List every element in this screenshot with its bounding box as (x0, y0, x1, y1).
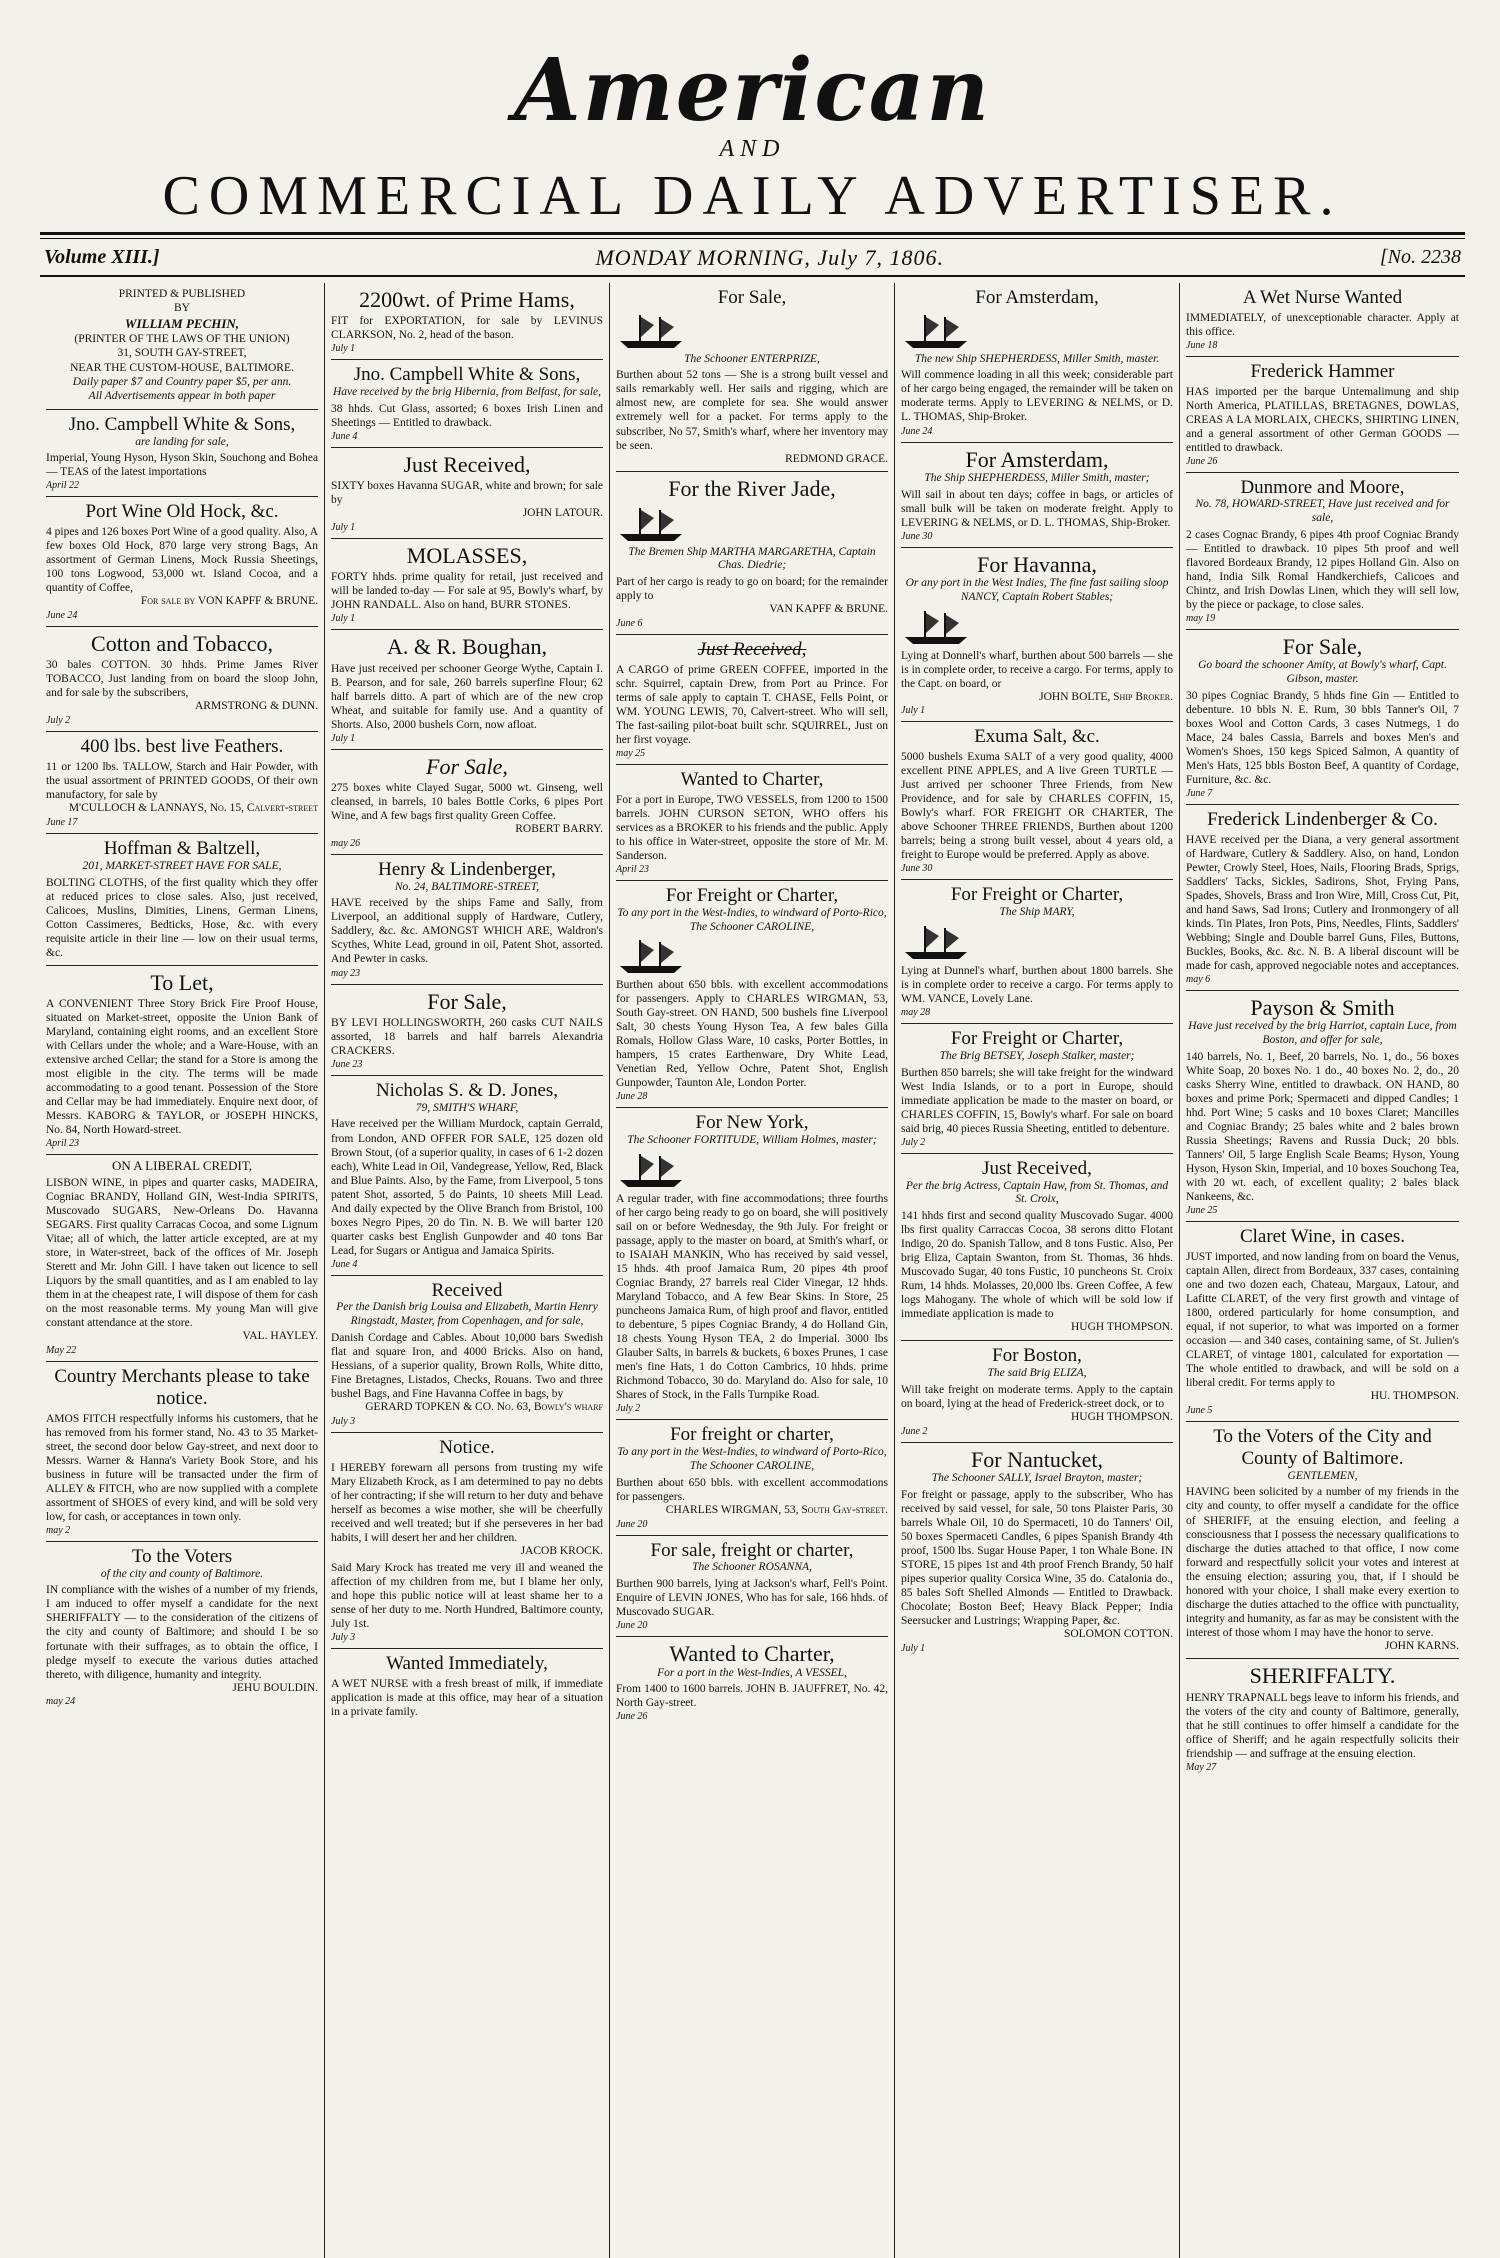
ad-date: June 20 (616, 1518, 648, 1530)
masthead-title-main: COMMERCIAL DAILY ADVERTISER. (162, 165, 1343, 227)
ad-body: Lying at Donnell's wharf, burthen about 500 barrels — she is in complete order, to receive a cargo. For terms, apply to the Capt. on board, or (901, 649, 1173, 690)
ad-subline: GENTLEMEN, (1287, 1469, 1358, 1482)
ad-body: A regular trader, with fine accommodations; three fourths of her cargo being ready to go on board, she will positively sail on or before Wednesday, the 9th July. For freight or passage, apply to the master on board, at Smith's wharf, or to ISAIAH MANKIN, Who has received by said vessel, 15 hhds. 4th proof Jamaica Rum, 20 pipes 4th proof Cogniac Brandy, 27 barrels real Cider Vinegar, 12 hhds. Maryland Tobacco, and A few Bear Skins. In Store, 25 puncheons Jamaica Rum, of high proof and flavor, entitled to debenture, 5 pipes Cogniac Brandy, 4 do Holland Gin, 18 chests Young Hyson TEA, 2 do Imperial. 3000 lbs Glauber Salts, in barrels & buckets, 6 boxes Prunes, 1 case men's fine Hats, 1 do Cotton Cambrics, 10 hhds. prime Richmond Tobacco, 30 do. Maryland do. Also for sale, 10 Shares of Stock, in the Falls Turnpike Road. (616, 1193, 888, 1402)
ad-date: June 28 (616, 1091, 648, 1103)
column-5 (1180, 283, 1465, 2258)
masthead-title-script: American (513, 40, 992, 141)
column-2 (325, 283, 610, 2258)
ad-date: April 22 (46, 480, 80, 492)
advertisement (901, 880, 1173, 1024)
ad-body: From 1400 to 1600 barrels. JOHN B. JAUFFRET, No. 42, North Gay-street. (616, 1683, 888, 1710)
advertisement (46, 627, 318, 732)
printer-name: WILLIAM PECHIN, (124, 315, 240, 331)
ad-headline: Port Wine Old Hock, &c. (85, 501, 279, 523)
ad-subline: The Schooner ENTERPRIZE, (684, 352, 820, 365)
ad-body: Burthen 900 barrels, lying at Jackson's wharf, Fell's Point. Enquire of LEVIN JONES, Who has for sale, 166 hhds. of Muscovado SUGAR. (616, 1578, 888, 1619)
ad-date: June 26 (1186, 455, 1218, 467)
ad-date: June 17 (46, 816, 78, 828)
ad-subline: The Schooner SALLY, Israel Brayton, master; (931, 1471, 1143, 1484)
ad-body: Burthen about 650 bbls. with excellent accommodations for passengers. (616, 1476, 888, 1503)
ad-headline: For New York, (695, 1112, 809, 1134)
ad-date: may 28 (901, 1007, 931, 1019)
printer-notice (46, 283, 318, 410)
ad-body: 30 bales COTTON. 30 hhds. Prime James River TOBACCO, Just landing from on board the sloop John, and for sale by the subscribers, (46, 659, 318, 700)
ad-headline: For Havanna, (977, 551, 1097, 577)
ad-signature: ROBERT BARRY. (515, 822, 603, 835)
ad-headline: Jno. Campbell White & Sons, (353, 364, 581, 386)
ad-subline: The Brig BETSEY, Joseph Stalker, master; (939, 1049, 1135, 1062)
ad-subline: Have received by the brig Hibernia, from Belfast, for sale, (332, 385, 602, 398)
ad-body: HAS imported per the barque Untemalimung and ship North America, PLATILLAS, BRETAGNES, DOWLAS, CREAS A LA MORLAIX, CHECKS, SHIRTING LINEN, and a general assortment of other German GOODS — entitled to drawback. (1186, 385, 1459, 454)
ad-headline: Wanted to Charter, (669, 1641, 835, 1667)
volume-number: Volume XIII.] (44, 246, 160, 269)
ad-body: 4 pipes and 126 boxes Port Wine of a good quality. Also, A few boxes Old Hock, 870 large very strong Bags, An assortment of German Linens, Mock Russia Sheetings, 100 tons Logwood, 53,000 wt. Island Cocoa, and a quantity of Coffee, (46, 526, 319, 595)
ad-body: SIXTY boxes Havanna SUGAR, white and brown; for sale by (331, 480, 604, 507)
ad-date: may 19 (1186, 613, 1216, 625)
advertisement (331, 630, 603, 749)
ad-subline: For a port in the West-Indies, A VESSEL, (657, 1666, 847, 1679)
ad-date: June 30 (901, 863, 933, 875)
ad-headline: Dunmore and Moore, (1240, 476, 1405, 498)
ad-body: BOLTING CLOTHS, of the first quality which they offer at reduced prices to close sales. Also, just received, Calicoes, Muslins, Dimities, Linens, German Linens, Cotton Cassimeres, Bedticks, Hose, &c. with every requisite article in their line — low on their usual terms, &c. (46, 876, 318, 959)
ad-body: Have just received per schooner George Wythe, Captain I. B. Pearson, and for sale, 260 barrels superfine Flour; 62 half barrels ditto. A part of which are of the new crop Wheat, and suitable for family use. And a quantity of Shorts. Also, 2000 bushels Corn, now afloat. (331, 662, 603, 731)
advertisement (1186, 1659, 1459, 1777)
ad-date: June 5 (1186, 1404, 1213, 1416)
ad-signature: For sale by VON KAPFF & BRUNE. (140, 595, 318, 608)
printer-line: (PRINTER OF THE LAWS OF THE UNION) (74, 332, 290, 345)
ad-body: JUST imported, and now landing from on board the Venus, captain Allen, direct from Bordeaux, 337 cases, containing one and two dozen each, Chateau, Margaux, Latour, and Lafitte CLARET, of the very first growth and vintage of 1800, ordered particularly for home consumption, and equal, if not superior, to what was imported on a former occasion — and 340 cases, containing same, of St. Julien's CLARET, of vintage 1801, calculated for exportation — The whole entitled to drawback, and will be sold on a liberal credit. For terms apply to (1186, 1251, 1459, 1390)
advertisement (1186, 357, 1459, 473)
ad-headline: MOLASSES, (406, 542, 528, 568)
ad-signature: CHARLES WIRGMAN, 53, South Gay-street. (665, 1503, 888, 1516)
ad-body: For freight or passage, apply to the subscriber, Who has received by said vessel, for sale, 50 tons Plaister Paris, 30 barrels Whale Oil, 10 do Spermaceti, 10 do Tanners' Oil, 50 boxes Spermaceti Candles, 6 pipes Spanish Brandy 4th proof, 1500 lbs. Sugar House Paper, 1 ton Whale Bone. IN STORE, 15 pipes 1st and 4th proof French Brandy, 50 half pipes superior quality Corsica Wine, 35 do. Catalonia do., 85 bales Soft Shelled Almonds — Entitled to Drawback. Chocolate; Boston Beef; Heavy Black Pepper; India Seersucker and Lustrings; Wrapping Paper, &c. (901, 1488, 1173, 1627)
ad-headline: ON A LIBERAL CREDIT, (111, 1158, 253, 1174)
ad-subline: 201, MARKET-STREET HAVE FOR SALE, (82, 859, 282, 872)
ad-date: June 24 (901, 425, 933, 437)
ad-subline: No. 78, HOWARD-STREET, Have just received and for sale, (1195, 498, 1450, 525)
ship-icon (616, 504, 686, 544)
ad-subline: Or any port in the West Indies, The fine fast sailing sloop NANCY, Captain Robert Stables; (905, 576, 1169, 603)
ad-date: July 1 (331, 343, 356, 355)
ad-body: LISBON WINE, in pipes and quarter casks, MADEIRA, Cogniac BRANDY, Holland GIN, West-India SPIRITS, Muscovado SUGARS, New-Orleans Do. Havanna SEGARS. First quality Carracas Cocoa, and some Lignum Vitae; all of which, the latter article excepted, are at my store, in Water-street, back of the offices of Mr. Joseph Sterett and Mr. John Gill. I have taken out licence to sell Liquors by the small quantities, and as I am enabled to lay them in at the cheapest rate, I will dispose of them for cash on the most reasonable terms. My young Man will give constant attendance at the store. (46, 1177, 318, 1330)
column-4 (895, 283, 1180, 2258)
ad-date: June 7 (1186, 788, 1213, 800)
ad-date: June 20 (616, 1620, 648, 1632)
ad-subline: No. 24, BALTIMORE-STREET, (394, 880, 540, 893)
ad-body: HAVE received by the ships Fame and Sally, from Liverpool, an additional supply of Hardware, Cutlery, Saddlery, &c. &c. AMONGST WHICH ARE, Waldron's Scythes, White Lead, ground in oil, Patent Shot, assorted. And Pewter in casks. (331, 897, 603, 966)
advertisement (331, 1276, 603, 1433)
ad-body: A WET NURSE with a fresh breast of milk, if immediate application is made at this office, may hear of a situation in a private family. (331, 1677, 603, 1718)
printer-line: Daily paper $7 and Country paper $5, per ann. (72, 375, 292, 388)
advertisement (331, 448, 603, 539)
ad-headline: For the River Jade, (668, 476, 836, 502)
ad-headline: For freight or charter, (670, 1424, 834, 1446)
advertisement (331, 985, 603, 1076)
ad-headline: For Amsterdam, (975, 286, 1099, 308)
ad-subline: Have just received by the brig Harriot, captain Luce, from Boston, and offer for sale, (1188, 1020, 1457, 1047)
ad-body: FORTY hhds. prime quality for retail, just received and will be landed to-day — For sale at 95, Bowly's wharf, by JOHN RANDALL. Also on hand, BURR STONES. (331, 571, 603, 612)
ad-body: Danish Cordage and Cables. About 10,000 bars Swedish flat and square Iron, and 4000 Bricks. Also on hand, Hessians, of a superior quality, Brown Rolls, White ditto, Fine Bretagnes, Listados, Checks, Rouans. Two and three bushel Bags, and Fine Havanna Coffee in bags, by (331, 1332, 603, 1401)
ad-headline: Claret Wine, in cases. (1239, 1226, 1406, 1248)
ad-subline: The Schooner ROSANNA, (692, 1561, 812, 1574)
ad-headline: Frederick Lindenberger & Co. (1207, 809, 1438, 831)
advertisement (46, 1362, 318, 1542)
printer-line: PRINTED & PUBLISHED (118, 287, 246, 300)
ad-body: 5000 bushels Exuma SALT of a very good quality, 4000 excellent PINE APPLES, and A live Green TURTLE — Just arrived per schooner Three Friends, from New Providence, and for sale by CHARLES COFFIN, 15, Bowly's wharf. FOR FREIGHT OR CHARTER, The above Schooner THREE FRIENDS, Burthen about 1200 barrels; being a strong built vessel, about 4 years old, a freight to Europe would be preferred. Apply as above. (901, 751, 1173, 862)
ad-headline: Received (431, 1279, 503, 1301)
masthead (40, 40, 1465, 227)
ad-headline: Wanted Immediately, (386, 1652, 548, 1674)
ad-date: may 6 (1186, 974, 1211, 986)
advertisement (1186, 1422, 1459, 1659)
ship-icon (616, 1150, 686, 1190)
ad-body: 2 cases Cognac Brandy, 6 pipes 4th proof Cogniac Brandy — Entitled to drawback. 10 pipes 5th proof and well flavored Bordeaux Brandy, 12 pipes Holland Gin. Also on hand, India Silk Romal Handkerchiefs, Calicoes and Chintz, and Irish Dowlas Linen, which they will sell low, by the piece or package, to close sales. (1186, 529, 1459, 612)
ad-date: may 2 (46, 1524, 71, 1536)
ad-subline: Per the brig Actress, Captain Haw, from St. Thomas, and St. Croix, (905, 1179, 1169, 1206)
ad-subline: The said Brig ELIZA, (987, 1366, 1087, 1379)
ad-headline: For Sale, (1282, 634, 1363, 660)
ad-body: Burthen 850 barrels; she will take freight for the windward West India Islands, or to a port in Europe, should immediate application be made to the master on board, or CHARLES COFFIN, 15, Bowly's wharf. For sale on board said brig, 40 pieces Russia Sheeting, entitled to debenture. (901, 1066, 1173, 1135)
ad-date: April 23 (46, 1138, 80, 1150)
ad-headline: Wanted to Charter, (680, 768, 824, 790)
column-1 (40, 283, 325, 2258)
advertisement (331, 1649, 603, 1724)
ad-headline: To the Voters of the City and County of Baltimore. (1213, 1425, 1432, 1469)
advertisement (331, 360, 603, 448)
advertisement (901, 443, 1173, 548)
ad-body: 275 boxes white Clayed Sugar, 5000 wt. Ginseng, well cleansed, in barrels, 10 bales Bottle Corks, 6 pipes Port Wine, and A few bags first quality Green Coffee. (331, 781, 603, 822)
advertisement (901, 1443, 1173, 1659)
ad-subline: To any port in the West-Indies, to windward of Porto-Rico, The Schooner CAROLINE, (617, 906, 887, 933)
ad-subline: Per the Danish brig Louisa and Elizabeth, Martin Henry Ringstadt, Master, from Copenhagen, and for sale, (336, 1301, 598, 1328)
ad-date: July 1 (901, 705, 926, 717)
ad-date: June 24 (46, 610, 78, 622)
ad-subline: The Ship MARY, (999, 906, 1075, 919)
ad-body: AMOS FITCH respectfully informs his customers, that he has removed from his former stand, No. 43 to 35 Market-street, the second door below Gay-street, and next door to Messrs. Warner & Hanna's Variety Book Store, and his business in future will be transacted under the firm of ALLEY & FITCH, who are now supplied with a complete assortment of SHOES of every kind, and will be sold very low, for cash, or acceptances in town only. (46, 1412, 318, 1523)
ad-body: 38 hhds. Cut Glass, assorted; 6 boxes Irish Linen and Sheetings — Entitled to drawback. (331, 402, 603, 429)
ad-date: July 1 (331, 732, 356, 744)
ad-subline: Go board the schooner Amity, at Bowly's wharf, Capt. Gibson, master. (1198, 659, 1447, 686)
ad-date: June 26 (616, 1711, 648, 1723)
ad-body: Have received per the William Murdock, captain Gerrald, from London, AND OFFER FOR SALE, 125 dozen old Brown Stout, (of a superior quality, in cases of 6 1-2 dozen each), White Lead in Oil, Vandegrease, Yellow, Red, Black and Blue Paints. Also, by the Fame, from Liverpool, 5 tons patent Shot, assorted, 5 do Paints, 10 sheets Mill Lead. And daily expected by the Olive Branch from Bristol, 100 boxes Negro Pipes, 20 do Tin. N. B. We will barter 120 quarter casks best English Gunpowder and 40 tons Bar Lead, for Sugars or Antigua and Jamaica Spirits. (331, 1118, 603, 1257)
ship-icon (616, 311, 686, 351)
ad-subline: To any port in the West-Indies, to windward of Porto-Rico, The Schooner CAROLINE, (617, 1446, 887, 1472)
issue-number: [No. 2238 (1379, 246, 1461, 269)
advertisement (616, 1637, 888, 1727)
ad-body: Imperial, Young Hyson, Hyson Skin, Souchong and Bohea — TEAS of the latest importations (46, 452, 318, 479)
ad-body: HAVING been solicited by a number of my friends in the city and county, to offer myself a candidate for the office of SHERIFF, at the ensuing election, and feeling a consciousness that I possess the necessary qualifications to discharge the duties attached to that office, I now come forward and respectfully solicit your votes and interest at the ensuing election; assuring you, that, if I should be honored with your choice, I shall make every exertion to discharge the duties attached to the office with punctuality, integrity and humanity, as far as may be consistent with the interest of those whom I may have the honor to serve. (1186, 1486, 1459, 1639)
ad-body: Burthen about 52 tons — She is a strong built vessel and sails remarkably well. Her sails and rigging, which are almost new, are complete for sea. She would answer extremely well for a packet. For terms apply to the subscriber, No 57, Smith's wharf, where her inventory may be seen. (616, 369, 888, 452)
ad-headline: Just Received, (697, 639, 807, 661)
ad-headline: Payson & Smith (1250, 995, 1395, 1021)
advertisement (901, 1024, 1173, 1154)
ad-body: BY LEVI HOLLINGSWORTH, 260 casks CUT NAILS assorted, 18 barrels and half barrels Alexandria CRACKERS. (331, 1016, 603, 1057)
dateline (40, 239, 1465, 277)
ad-body: I HEREBY forewarn all persons from trusting my wife Mary Elizabeth Krock, as I am determined to pay no debts of her contracting; if she will return to her duty and behave herself as becomes a wise mother, she will be cheerfully received and well treated; but if she perseveres in her bad habits, I will desert her and her children. (331, 1461, 603, 1544)
ad-date: June 30 (901, 530, 933, 542)
ad-body: A CARGO of prime GREEN COFFEE, imported in the schr. Squirrel, captain Drew, from Port au Prince. For terms of sale apply to captain T. CHASE, Fells Point, or WM. YOUNG LEWIS, 70, Calvert-street. Who will sell, The fast-sailing pilot-boat built schr. SQUIRREL, Just on her first voyage. (616, 663, 888, 746)
ad-signature: REDMOND GRACE. (785, 452, 888, 465)
ad-body: Will sail in about ten days; coffee in bags, or articles of small bulk will be taken on moderate freight. Apply to LEVERING & NELMS, or D. L. THOMAS, Ship-Broker. (901, 488, 1173, 529)
advertisement (616, 1108, 888, 1420)
ad-signature: JOHN BOLTE, Ship Broker. (1039, 690, 1173, 703)
ad-date: July 2 (616, 1403, 641, 1415)
ad-date: June 6 (616, 618, 643, 630)
ad-headline: Exuma Salt, &c. (974, 726, 1100, 748)
ad-subline: The Schooner FORTITUDE, William Holmes, master; (627, 1134, 877, 1147)
ad-headline: Notice. (439, 1436, 495, 1458)
ad-date: July 1 (901, 1642, 926, 1654)
ad-date: July 3 (331, 1415, 356, 1427)
advertisement (331, 1433, 603, 1649)
ad-body: HENRY TRAPNALL begs leave to inform his friends, and the voters of the city and county of Baltimore, generally, that he still continues to offer himself a candidate for the office of Sheriff; and he again respectfully solicits their friendship — and suffrage at the ensuing election. (1186, 1691, 1459, 1760)
advertisement (331, 855, 603, 985)
ad-date: June 4 (331, 1258, 358, 1270)
printer-line: BY (174, 302, 190, 315)
ad-date: May 27 (1186, 1761, 1217, 1773)
advertisement (46, 732, 318, 834)
ad-headline: Hoffman & Baltzell, (103, 837, 261, 859)
ad-body: A CONVENIENT Three Story Brick Fire Proof House, situated on Market-street, opposite the Union Bank of Maryland, containing eight rooms, and an excellent Store with Cellars under the whole; and a Ware-House, with an extensive arched Cellar; the stand for a Store is among the most eligible in the city. The terms will be made accommodating to a good tenant. Possession of the Store and Cellar may be had immediately. Enquire next door, of Messrs. KABORG & TAYLOR, or JOSEPH HINCKS, No. 84, North Howard-street. (46, 997, 318, 1137)
ad-headline: Just Received, (403, 451, 531, 477)
advertisement (616, 283, 888, 473)
ad-headline: SHERIFFALTY. (1249, 1663, 1396, 1689)
ad-signature: ARMSTRONG & DUNN. (195, 700, 318, 713)
ad-headline: To the Voters (131, 1545, 233, 1567)
ad-subline: of the city and county of Baltimore. (100, 1567, 264, 1580)
ad-body: FIT for EXPORTATION, for sale by LEVINUS CLARKSON, No. 2, head of the bason. (331, 315, 603, 342)
ad-date: may 26 (331, 837, 361, 849)
advertisement (616, 472, 888, 635)
ad-headline: For Freight or Charter, (950, 884, 1124, 906)
ad-date: July 3 (331, 1631, 356, 1643)
advertisement (1186, 630, 1459, 805)
advertisement (1186, 473, 1459, 631)
ad-subline: The new Ship SHEPHERDESS, Miller Smith, master. (914, 352, 1160, 365)
ship-icon (616, 936, 686, 976)
ad-date: may 25 (616, 747, 646, 759)
ad-headline: To Let, (150, 969, 214, 995)
ship-icon (901, 607, 971, 647)
ad-headline: For Nantucket, (971, 1446, 1103, 1472)
ad-signature: JEHU BOULDIN. (232, 1681, 318, 1694)
ad-headline: Cotton and Tobacco, (91, 631, 273, 657)
column-3 (610, 283, 895, 2258)
advertisement (1186, 1222, 1459, 1422)
ad-headline: For Freight or Charter, (665, 884, 839, 906)
advertisement (46, 1542, 318, 1713)
ad-subline: The Ship SHEPHERDESS, Miller Smith, master; (924, 471, 1150, 484)
ad-body: HAVE received per the Diana, a very general assortment of Hardware, Cutlery & Saddlery. Also, on hand, London Pewter, Crowly Steel, Hoes, Nails, Flooring Brads, Sprigs, Saddlers' Tacks, Sickles, Sadirons, Shot, Frying Pans, Spades, Shovels, Brass and Iron Wire, Mill, Cross Cut, Pit, and hand Saws, Sad Irons; Cutlery and Ironmongery of all kinds. Tin Plates, Iron Pots, Pins, Needles, Flints, Saddlers' Webbing; Single and Double barrel Guns, Files, Buttons, Buckles, Books, &c. &c. N. B. A liberal discount will be made for cash, approved negociable notes and acceptances. (1186, 833, 1459, 973)
ad-headline: Jno. Campbell White & Sons, (68, 413, 296, 435)
ad-headline: Frederick Hammer (1250, 360, 1395, 382)
printer-line: All Advertisements appear in both paper (88, 390, 276, 403)
ad-signature: HU. THOMPSON. (1370, 1390, 1459, 1403)
ad-body: Will take freight on moderate terms. Apply to the captain on board, lying at the head of Frederick-street dock, or to (901, 1383, 1173, 1410)
ad-body: Said Mary Krock has treated me very ill and weaned the affection of my children from me, but I blame her only, and hope this public notice will at least shame her to a sense of her duty to me. North Hundred, Baltimore county, July 1st. (331, 1561, 603, 1630)
ad-signature: VAL. HAYLEY. (242, 1330, 318, 1343)
printer-line: NEAR THE CUSTOM-HOUSE, BALTIMORE. (70, 361, 294, 374)
ad-headline: 2200wt. of Prime Hams, (359, 286, 575, 312)
advertisement (1186, 805, 1459, 991)
ad-headline: Henry & Lindenberger, (378, 858, 556, 880)
advertisement (901, 283, 1173, 443)
ad-headline: Country Merchants please to take notice. (54, 1365, 310, 1409)
newspaper-page (40, 30, 1465, 2215)
ad-body: IN compliance with the wishes of a number of my friends, I am induced to offer myself a candidate for the next SHERIFFALTY — to the consideration of the citizens of the city and county of Baltimore; and should I be so fortunate with their suffrages, as to obtain the office, I pledge myself to execute the various duties attached thereto, with diligence, humanity and integrity. (46, 1584, 318, 1681)
ad-subline: The Bremen Ship MARTHA MARGARETHA, Captain Chas. Diedrie; (628, 545, 876, 572)
advertisement (901, 1341, 1173, 1442)
advertisement (46, 497, 318, 627)
printer-line: 31, SOUTH GAY-STREET, (117, 347, 247, 360)
advertisement (901, 548, 1173, 723)
ad-body: 141 hhds first and second quality Muscovado Sugar. 4000 lbs first quality Carraccas Cocoa, 38 serons ditto Flotant Indigo, 20 do. Spanish Tallow, and 8 tons Fustic. Also, Per brig Eliza, Captain Swanton, from St. Thomas, 36 hhds. Muscovado Sugar, 40 tons Fustic, 10 puncheons St. Croix Rum, 14 hhds. Molasses, 20,000 lbs. Green Coffee, A few logs Mahogany. The whole of which will be sold low if immediate application is made to (901, 1210, 1173, 1321)
columns (40, 283, 1465, 2258)
ship-icon (901, 311, 971, 351)
ad-headline: For Amsterdam, (965, 446, 1109, 472)
ad-headline: For Boston, (992, 1345, 1082, 1367)
ad-body: Part of her cargo is ready to go on board; for the remainder apply to (616, 576, 888, 603)
ship-icon (901, 922, 971, 962)
issue-date: MONDAY MORNING, July 7, 1806. (595, 244, 945, 270)
ad-date: July 2 (46, 715, 71, 727)
advertisement (616, 1536, 888, 1638)
ad-date: April 23 (616, 863, 650, 875)
ad-body: Lying at Dunnel's wharf, burthen about 1800 barrels. She is in complete order to receive a cargo. For terms apply to WM. VANCE, Lovely Lane. (901, 964, 1173, 1006)
ad-body: 30 pipes Cogniac Brandy, 5 hhds fine Gin — Entitled to debenture. 10 bbls N. E. Rum, 30 bbls Tanner's Oil, 7 boxes Wool and Cotton Cards, 3 cases Nutmegs, 1 do Mace, 24 bales Cassia, Barrels and boxes Men's and Women's Shoes, 150 kegs Spiced Salmon, A quantity of Men's Hats, 125 bbls Boston Beef, A quantity of Cordage, Furniture, &c. &c. (1186, 690, 1459, 787)
advertisement (331, 283, 603, 360)
ad-signature: HUGH THOMPSON. (1070, 1410, 1173, 1423)
ad-body: Will commence loading in all this week; considerable part of her cargo being engaged, the remainder will be taken on moderate terms. Apply to LEVERING & NELMS, or D. L. THOMAS, Ship-Broker. (901, 369, 1173, 424)
advertisement (1186, 991, 1459, 1222)
advertisement (901, 722, 1173, 880)
ad-headline: For Sale, (426, 753, 508, 779)
ad-date: may 23 (331, 967, 361, 979)
ad-body: For a port in Europe, TWO VESSELS, from 1200 to 1500 barrels. JOHN CURSON SETON, WHO offers his services as a BROKER to his friends and the public. Apply to his office in Water-street, opposite the store of Mr. M. Sanderson. (616, 793, 888, 862)
ad-date: May 22 (46, 1344, 77, 1356)
ad-subline: 79, SMITH'S WHARF, (415, 1101, 519, 1114)
advertisement (46, 966, 318, 1155)
advertisement (46, 1155, 318, 1362)
ad-date: July 1 (331, 613, 356, 625)
ad-date: June 4 (331, 430, 358, 442)
masthead-rule (40, 232, 1465, 239)
ad-headline: Nicholas S. & D. Jones, (375, 1079, 559, 1101)
advertisement (46, 410, 318, 498)
ad-date: June 2 (901, 1425, 928, 1437)
ad-headline: For Sale, (717, 286, 787, 308)
ad-signature: SOLOMON COTTON. (1063, 1627, 1173, 1640)
ad-signature: JOHN KARNS. (1384, 1639, 1459, 1652)
ad-headline: A Wet Nurse Wanted (1242, 286, 1403, 308)
ad-headline: For Freight or Charter, (950, 1028, 1124, 1050)
advertisement (901, 1154, 1173, 1341)
ad-body: 140 barrels, No. 1, Beef, 20 barrels, No. 1, do., 56 boxes White Soap, 20 boxes No. 1 do., 40 boxes No. 2, do., 20 casks Sherry Wine, entitled to drawback. ON HAND, 80 boxes and prime Pork; Spermaceti and dipped Candles; 1 hhd. Port Wine; 5 casks and 10 boxes Claret; Mancilles and Cogniac Brandy; 25 bales white and 2 bales brown Russia Sheetings; Ravens and Russia Duck; 20 bbls. Tanners' Oil, 5 large English Scale Beams; Hyson, Young Hyson, Hyson Skin, Imperial, and 10 boxes Souchong Tea, with 20 wt. each, of excellent quality; 2 bales black Nankeens, &c. (1186, 1051, 1459, 1204)
advertisement (331, 1076, 603, 1276)
ad-body: 11 or 1200 lbs. TALLOW, Starch and Hair Powder, with the usual assortment of PRINTED GOODS, Of their own manufactory, for sale by (46, 761, 318, 802)
advertisement (616, 1420, 888, 1535)
ad-signature: VAN KAPFF & BRUNE. (769, 603, 888, 616)
ad-signature: M'CULLOCH & LANNAYS, No. 15, Calvert-street (68, 802, 318, 815)
ad-body: IMMEDIATELY, of unexceptionable character. Apply at this office. (1186, 311, 1459, 338)
ad-date: July 2 (901, 1136, 926, 1148)
ad-headline: A. & R. Boughan, (386, 634, 548, 660)
advertisement (331, 750, 603, 855)
ad-subline: are landing for sale, (135, 435, 229, 448)
advertisement (1186, 283, 1459, 357)
advertisement (46, 834, 318, 966)
ad-headline: 400 lbs. best live Feathers. (80, 736, 284, 758)
advertisement (616, 881, 888, 1109)
advertisement (616, 765, 888, 881)
advertisement (616, 635, 888, 765)
ad-body: Burthen about 650 bbls. with excellent accommodations for passengers. Apply to CHARLES WIRGMAN, 53, South Gay-street. ON HAND, 500 bushels fine Liverpool Salt, 30 chests Young Hyson Tea, A few bales Gilla Romals, Hollow Glass Ware, 10 casks, Porter Bottles, in hampers, 15 crates Earthenware, Dry White Lead, Venetian Red, Yellow Ochre, Patent Shot, English Gunpowder, Taunton Ale, London Porter. (616, 979, 888, 1090)
ad-headline: For Sale, (427, 988, 507, 1014)
ad-date: July 1 (331, 521, 356, 533)
ad-signature: JOHN LATOUR. (522, 507, 603, 520)
masthead-and: AND (719, 136, 786, 162)
ad-date: June 18 (1186, 339, 1218, 351)
ad-date: June 25 (1186, 1205, 1218, 1217)
ad-signature: JACOB KROCK. (520, 1544, 603, 1557)
advertisement (331, 539, 603, 630)
ad-signature: HUGH THOMPSON. (1070, 1321, 1173, 1334)
ad-date: June 23 (331, 1058, 363, 1070)
ad-headline: Just Received, (982, 1157, 1092, 1179)
ad-date: may 24 (46, 1696, 76, 1708)
ad-signature: GERARD TOPKEN & CO. No. 63, Bowly's wharf (365, 1401, 603, 1414)
ad-headline: For sale, freight or charter, (650, 1539, 854, 1561)
